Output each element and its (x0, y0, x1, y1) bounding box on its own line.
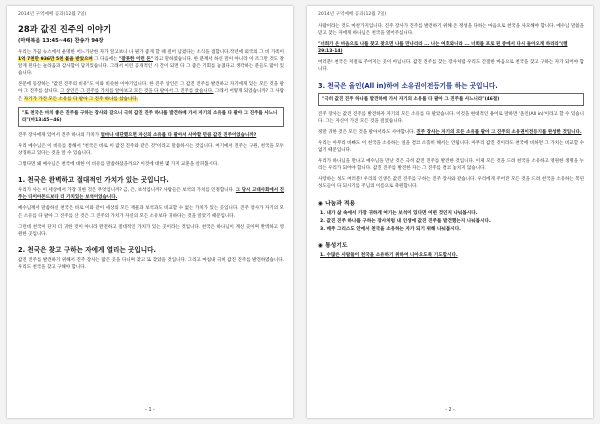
page-1 (7, 6, 293, 418)
paragraph-r1: 사람이라는 것도 마찬가지입니다. 진주 장사가 진주를 발견하기 위해 온 정성을 다하는 마음으로 천국을 사모해야 합니다. 예수님 말씀을 믿고 찾는 자에게 하나님은 천국을 열어주십니다. (318, 24, 584, 37)
paragraph-r3: 진주 장사는 값진 진주를 발견하자 자기의 모든 소유를 다 팔았습니다. 이것을 현대적인 용어로 말하면 '올인(All in)'이라고 할 수 있습니다. 그는 자신이 가진 모든 것을 걸었습니다. (318, 111, 584, 124)
paragraph-r4: 정말 귀한 것은 모든 것을 팔아서라도 사야합니다. 진주 장사는 자기의 모든 소유를 팔아 그 진주의 소유권이전등기를 완성한 것입니다. (318, 129, 582, 135)
paragraph-8: 그런데 천국이 단지 더 귀한 것이 아니라 완전하고 절대적인 가치가 있는 곳이라는 것입니다. 천국은 하나님이 계신 곳이며 완벽하고 영원한 곳입니다. (18, 224, 284, 237)
page-number: - 2 - (445, 408, 455, 413)
intro-paragraph: 우리는 가끔 뉴스에서 운명한 어느가난한 자가 알고보니 나 뭔가 좋게 할 때 걸어 남겼다는 소식을 접합니다.작년에 외국의 그 비 가족이 1억 7천만 936만 5천 불을 받았으며 그 다음에는 "잘못한 이런 돈" 라고 말하였습니다. 한 분께서 하신 말이 아니라 이 조그만 것도 잘 알게 된다는 놀라움과 감사함이 담겨있습니다. 그래서 이런 공개적인 시 간이 되면 다 그 좋은 기회를 놓쳤다고 생각하는 분들도 많이 있습니다. (18, 50, 285, 77)
prayer-heading: ◉ 통성기도 (318, 242, 348, 249)
sharing-item-2: 2. 값진 진주 하나를 구하는 장사처럼 내 인생에 값진 진주를 발견했는지 나눠봅시다. (320, 218, 491, 224)
paragraph-r5: 우리는 아무리 바빠도 이 천국을 소유하는 일을 결코 소홀히 해서는 안됩니다. 아무리 값진 것이라도 천국에 비하면 그 가치는 비교할 수 없기 때문입니다. (318, 140, 584, 154)
prayer-item-1: 1. 수많은 사람들이 천국을 소유하기 위하여 나아오도록 기도합시다. (320, 252, 458, 258)
lesson-title: 28과 값진 진주의 이야기 (18, 24, 112, 34)
paragraph-3: 진주 장사에게 있어서 진주 하나의 가치가 얼마나 대단했으면 자신의 소유를 다 팔아서 사야할 만큼 값진 진주이었습니까? (18, 132, 257, 138)
paragraph-9: 값진 진주를 발견하기 위해서 진주 장사는 많은 곳을 다니며 찾고 또 찾았을 것입니다. 그리고 마침내 극히 값진 진주를 발견하였습니다. 우리도 천국을 찾고 구해야 합니다. (18, 257, 284, 270)
page-number: - 1 - (145, 408, 155, 413)
scripture-reference: (마태복음 13:45~46) 찬송가 94장 (18, 38, 104, 44)
paragraph-2: 본문에 등장하는 "값진 진주의 비유"도 이와 비슷한 이야기입니다. 한 진주 상인은 그 값진 진주를 발견하고 자기에게 있는 모든 것을 팔아 그 진주를 삽니다. 그 상인은 그 진주를 가치를 알아보고 모든 것을 다 팔아서 그 진주를 샀습니다. 그래서 어떻게 되었습니까? 그 사람은 자기가 가진 모든 소유를 다 팔아 그 진주 하나를 샀습니다. (18, 82, 284, 102)
paragraph-5: 그렇다면 왜 예수님은 천국에 대한 이 비유를 말씀하셨을까요? 이것에 대한 몇 가지 교훈을 살펴봅시다. (18, 162, 219, 168)
paragraph-r2: 여러분! 천국은 저절로 주어지는 곳이 아닙니다. 값진 진주를 찾는 장사처럼 우리도 간절한 마음으로 천국을 찾고 구하는 자가 되어야 합니다. (318, 60, 584, 73)
scripture-quote-2: "극히 값진 진주 하나를 발견하매 가서 자기의 소유를 다 팔아 그 진주를 사느니라"(46절) (318, 93, 584, 106)
section-heading-2: 2. 천국은 찾고 구하는 자에게 열리는 곳입니다. (18, 245, 157, 254)
paragraph-6: 우리가 사는 이 세상에서 가장 귀한 것은 무엇입니까? 금, 은, 보석입니까? 사람들은 보석의 가치를 인정합니다. 그 당시 고대사회에서 진주는 다이아몬드보다 더 가치있는 보석이었습니다. (18, 188, 284, 201)
paragraph-r7: 사랑하는 성도 여러분! 우리의 인생은 값진 진주를 구하는 진주 장사와 같습니다. 우리에게 주어진 모든 것을 드려 천국을 소유하는 복된 성도들이 다 되시기를 주님의 이름으로 축원합니다. (318, 177, 584, 190)
section-heading-3: 3. 천국은 올인(All in)하여 소유권이전등기를 하는 곳입니다. (318, 81, 498, 90)
page-header: 2014년 구역예배 공과(12월 7일) (318, 12, 387, 17)
paragraph-r6: 우리가 하나님을 만나고 예수님을 만난 것은 극히 값진 진주를 발견한 것입니다. 이제 모든 것을 드려 천국을 소유하고 영원한 생명을 누리는 우리가 되어야 합니다. 값진 진주를 발견한 자는 그 진주를 결코 놓치지 않습니다. (318, 159, 584, 172)
sharing-item-1: 1. 내가 삶 속에서 가장 귀하게 여기는 보석이 있다면 어떤 것인지 나눠봅시다. (320, 210, 478, 216)
sharing-item-3: 3. 매주 그리스도 안에서 천국을 소유하는 자가 되기 위해 나눠봅시다. (320, 226, 461, 232)
sharing-heading: ◉ 나눔과 적용 (318, 200, 356, 207)
page-header: 2014년 구역예배 공과(12월 7일) (18, 12, 87, 17)
paragraph-4: 우리 예수님은 이 비유를 통해서 "천국은 바로 이 값진 진주와 같은 것"이라고 말씀하시는 것입니다. 여기에서 진주는 구원, 천국을 모두 상징하고 있다는 것을 알 수 있습니다. (18, 143, 284, 157)
paragraph-7: 예수님께서 말씀하신 천국은 바로 이와 같이 세상의 모든 재물과 보석과도 비교할 수 없는 가치가 있는 곳입니다. 진주 장사가 자기의 모든 소유를 다 팔아 그 진주를 산 것은 그 진주의 가치가 자신의 모든 소유보다 귀하다는 것을 알았기 때문입니다. (18, 206, 284, 219)
scripture-quote: "또 천국은 마치 좋은 진주를 구하는 장사와 같으니 극히 값진 진주 하나를 발견하매 가서 자기의 소유를 다 팔아 그 진주를 사느니라"(마13:45~46) (18, 107, 284, 127)
section-heading-1: 1. 천국은 완벽하고 절대적인 가치가 있는 곳입니다. (18, 176, 169, 185)
scripture-quote-1: "너희가 온 마음으로 나를 찾고 찾으면 나를 만나리라 ... 나는 여호와니라 ... 너희를 포로 된 중에서 다시 돌아오게 하리라"(렘 29:13-14) (318, 42, 568, 55)
page-2 (307, 6, 593, 418)
